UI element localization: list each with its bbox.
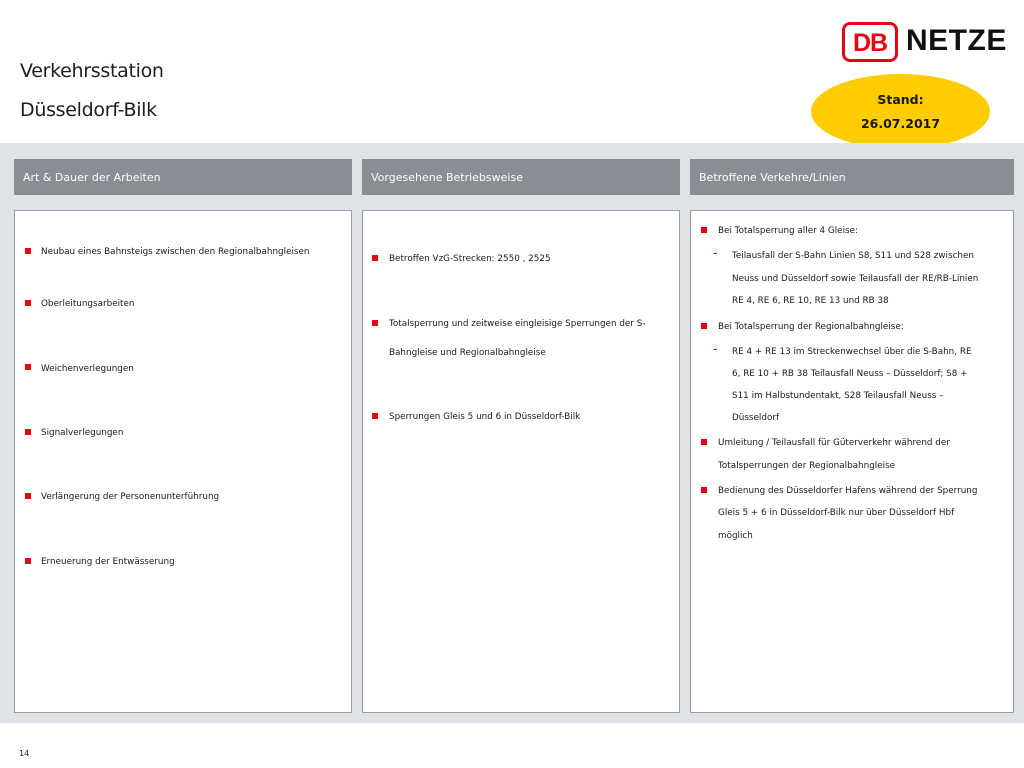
bullet-square-icon xyxy=(372,255,378,261)
lines-subitem-continued: S11 im Halbstundentakt, S28 Teilausfall Neuss – xyxy=(732,391,944,401)
work-item: Erneuerung der Entwässerung xyxy=(41,557,175,567)
lines-item: Bei Totalsperrung der Regionalbahngleise: xyxy=(718,322,904,332)
bullet-square-icon xyxy=(701,439,707,445)
work-item: Neubau eines Bahnsteigs zwischen den Regionalbahngleisen xyxy=(41,247,310,257)
bullet-square-icon xyxy=(25,493,31,499)
lines-item-continued: möglich xyxy=(718,531,753,541)
lines-subitem-continued: Neuss und Düsseldorf sowie Teilausfall der RE/RB-Linien xyxy=(732,274,979,284)
work-item: Verlängerung der Personenunterführung xyxy=(41,492,220,502)
page-title-line2: Düsseldorf-Bilk xyxy=(20,99,157,121)
stand-date: 26.07.2017 xyxy=(860,116,941,131)
column-header-lines: Betroffene Verkehre/Linien xyxy=(690,159,1014,195)
lines-subitem: Teilausfall der S-Bahn Linien S8, S11 und S28 zwischen xyxy=(732,251,974,261)
lines-subitem-continued: Düsseldorf xyxy=(732,413,780,423)
bullet-square-icon xyxy=(25,429,31,435)
db-logo-text: DB xyxy=(852,29,888,57)
bullet-square-icon xyxy=(372,320,378,326)
dash-bullet-icon: – xyxy=(713,345,718,355)
lines-item: Bei Totalsperrung aller 4 Gleise: xyxy=(718,226,858,236)
bullet-square-icon xyxy=(25,558,31,564)
stand-label: Stand: xyxy=(877,92,924,107)
page-title-line1: Verkehrsstation xyxy=(20,60,164,82)
lines-subitem: RE 4 + RE 13 im Streckenwechsel über die S-Bahn, RE xyxy=(732,347,972,357)
lines-item-continued: Totalsperrungen der Regionalbahngleise xyxy=(718,461,896,471)
work-item: Oberleitungsarbeiten xyxy=(41,299,135,309)
bullet-square-icon xyxy=(701,323,707,329)
operation-item: Betroffen VzG-Strecken: 2550 , 2525 xyxy=(389,254,551,264)
db-logo-mark xyxy=(842,22,898,62)
page-number: 14 xyxy=(19,749,30,758)
column-box-work xyxy=(14,210,352,713)
lines-item-continued: Gleis 5 + 6 in Düsseldorf-Bilk nur über Düsseldorf Hbf xyxy=(718,508,955,518)
bullet-square-icon xyxy=(701,227,707,233)
column-header-operation: Vorgesehene Betriebsweise xyxy=(362,159,680,195)
stand-badge xyxy=(811,74,990,149)
bullet-square-icon xyxy=(25,248,31,254)
lines-subitem-continued: 6, RE 10 + RB 38 Teilausfall Neuss – Düsseldorf; S8 + xyxy=(732,369,968,379)
lines-item: Umleitung / Teilausfall für Güterverkehr während der xyxy=(718,438,950,448)
work-item: Weichenverlegungen xyxy=(41,364,134,374)
bullet-square-icon xyxy=(372,413,378,419)
bullet-square-icon xyxy=(701,487,707,493)
column-box-operation xyxy=(362,210,680,713)
db-netze-logo xyxy=(840,20,1005,64)
dash-bullet-icon: – xyxy=(713,249,718,259)
lines-item: Bedienung des Düsseldorfer Hafens während der Sperrung xyxy=(718,486,978,496)
bullet-square-icon xyxy=(25,364,31,370)
work-item: Signalverlegungen xyxy=(41,428,124,438)
bullet-square-icon xyxy=(25,300,31,306)
netze-wordmark: NETZE xyxy=(906,24,1007,57)
column-header-work: Art & Dauer der Arbeiten xyxy=(14,159,352,195)
operation-item-continued: Bahngleise und Regionalbahngleise xyxy=(389,348,546,358)
operation-item: Totalsperrung und zeitweise eingleisige Sperrungen der S- xyxy=(389,319,646,329)
lines-subitem-continued: RE 4, RE 6, RE 10, RE 13 und RB 38 xyxy=(732,296,889,306)
operation-item: Sperrungen Gleis 5 und 6 in Düsseldorf-Bilk xyxy=(389,412,581,422)
